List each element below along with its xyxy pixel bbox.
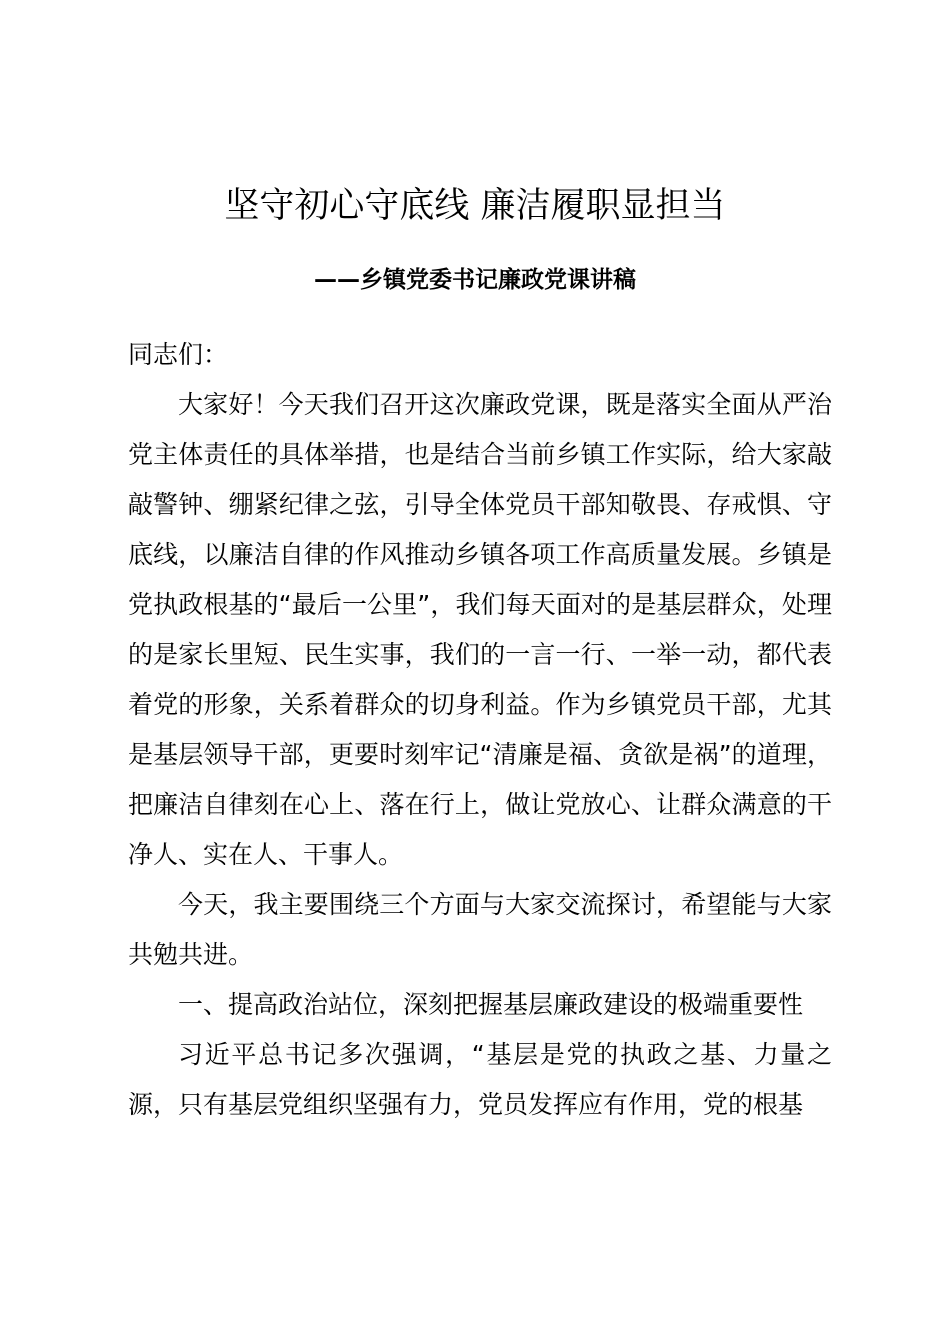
document-body: [128, 330, 832, 1130]
salutation: 同志们：: [128, 340, 229, 369]
paragraph-intro: 大家好！今天我们召开这次廉政党课，既是落实全面从严治党主体责任的具体举措，也是结合当前乡镇工作实际，给大家敲敲警钟、绷紧纪律之弦，引导全体党员干部知敬畏、存戒惧、守底线，以廉洁自律的作风推动乡镇各项工作高质量发展。乡镇是党执政根基的“最后一公里”，我们每天面对的是基层群众，处理的是家长里短、民生实事，我们的一言一行、一举一动，都代表着党的形象，关系着群众的切身利益。作为乡镇党员干部，尤其是基层领导干部，更要时刻牢记“清廉是福、贪欲是祸”的道理，把廉洁自律刻在心上、落在行上，做让党放心、让群众满意的干净人、实在人、干事人。: [128, 390, 832, 869]
document-subtitle: ——乡镇党委书记廉政党课讲稿: [314, 267, 636, 293]
paragraph-section-one: 习近平总书记多次强调，“基层是党的执政之基、力量之源，只有基层党组织坚强有力，党员发挥应有作用，党的根基: [128, 1040, 832, 1119]
paragraph-outline: 今天，我主要围绕三个方面与大家交流探讨，希望能与大家共勉共进。: [128, 890, 832, 969]
section-heading: 一、提高政治站位，深刻把握基层廉政建设的极端重要性: [178, 990, 804, 1019]
document-title: 坚守初心守底线 廉洁履职显担当: [224, 186, 726, 226]
